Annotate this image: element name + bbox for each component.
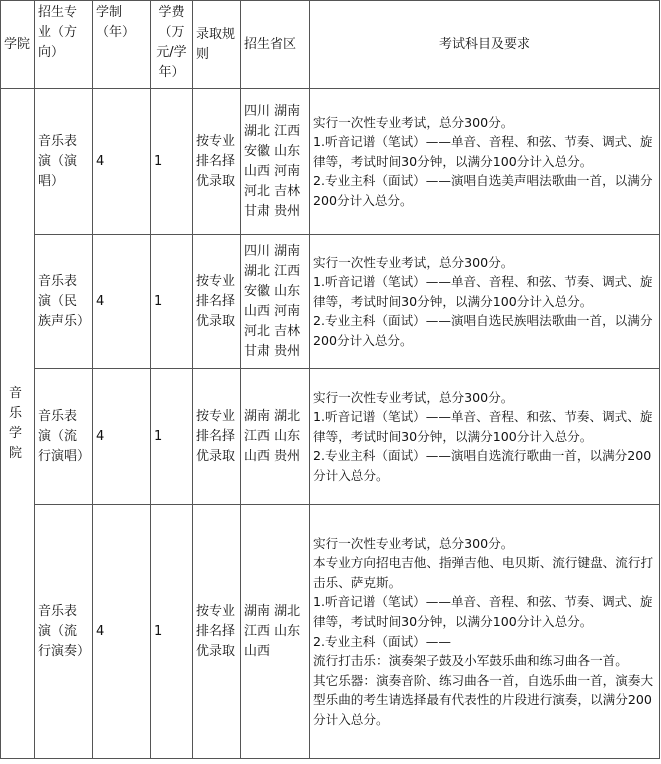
duration-cell: 4 <box>93 369 151 505</box>
fee-cell: 1 <box>151 89 193 235</box>
requirements-cell: 实行一次性专业考试，总分300分。 1.听音记谱（笔试）——单音、音程、和弦、节奏、调式、旋律等，考试时间30分钟，以满分100分计入总分。 2.专业主科（面试）——演唱自选民族唱法歌曲一首，以满分200分计入总分。 <box>310 235 660 369</box>
rule-cell: 按专业排名择优录取 <box>193 369 241 505</box>
header-provinces: 招生省区 <box>241 1 310 89</box>
header-requirements: 考试科目及要求 <box>310 1 660 89</box>
duration-cell: 4 <box>93 89 151 235</box>
table-row <box>1 235 660 369</box>
requirements-cell: 实行一次性专业考试，总分300分。 1.听音记谱（笔试）——单音、音程、和弦、节奏、调式、旋律等，考试时间30分钟，以满分100分计入总分。 2.专业主科（面试）——演唱自选流行歌曲一首，以满分200分计入总分。 <box>310 369 660 505</box>
requirements-cell: 实行一次性专业考试，总分300分。 本专业方向招电吉他、指弹吉他、电贝斯、流行键盘、流行打击乐、萨克斯。 1.听音记谱（笔试）——单音、音程、和弦、节奏、调式、旋律等，考试时间30分钟，以满分100分计入总分。 2.专业主科（面试）—— 流行打击乐：演奏架子鼓及小军鼓乐曲和练习曲各一首。 其它乐器：演奏音阶、练习曲各一首，自选乐曲一首，演奏大型乐曲的考生请选择最有代表性的片段进行演奏，以满分200分计入总分。 <box>310 505 660 759</box>
table-row <box>1 369 660 505</box>
provinces-cell: 四川 湖南 湖北 江西 安徽 山东 山西 河南 河北 吉林 甘肃 贵州 <box>241 235 310 369</box>
requirements-cell: 实行一次性专业考试，总分300分。 1.听音记谱（笔试）——单音、音程、和弦、节奏、调式、旋律等，考试时间30分钟，以满分100分计入总分。 2.专业主科（面试）——演唱自选美声唱法歌曲一首，以满分200分计入总分。 <box>310 89 660 235</box>
fee-cell: 1 <box>151 235 193 369</box>
rule-cell: 按专业排名择优录取 <box>193 89 241 235</box>
major-cell: 音乐表演（流行演奏） <box>35 505 93 759</box>
duration-cell: 4 <box>93 235 151 369</box>
provinces-cell: 湖南 湖北 江西 山东 山西 <box>241 505 310 759</box>
header-college: 学院 <box>1 1 35 89</box>
header-duration: 学制（年） <box>93 1 151 89</box>
major-cell: 音乐表演（民族声乐） <box>35 235 93 369</box>
major-cell: 音乐表演（流行演唱） <box>35 369 93 505</box>
header-fee: 学费（万元/学年） <box>151 1 193 89</box>
table-row <box>1 505 660 759</box>
header-admission-rule: 录取规则 <box>193 1 241 89</box>
fee-cell: 1 <box>151 505 193 759</box>
table-row <box>1 89 660 235</box>
duration-cell: 4 <box>93 505 151 759</box>
header-row <box>1 1 660 89</box>
rule-cell: 按专业排名择优录取 <box>193 235 241 369</box>
provinces-cell: 四川 湖南 湖北 江西 安徽 山东 山西 河南 河北 吉林 甘肃 贵州 <box>241 89 310 235</box>
major-cell: 音乐表演（演唱） <box>35 89 93 235</box>
college-name: 音乐学院 <box>1 89 35 759</box>
fee-cell: 1 <box>151 369 193 505</box>
provinces-cell: 湖南 湖北 江西 山东 山西 贵州 <box>241 369 310 505</box>
header-major: 招生专业（方向） <box>35 1 93 89</box>
rule-cell: 按专业排名择优录取 <box>193 505 241 759</box>
